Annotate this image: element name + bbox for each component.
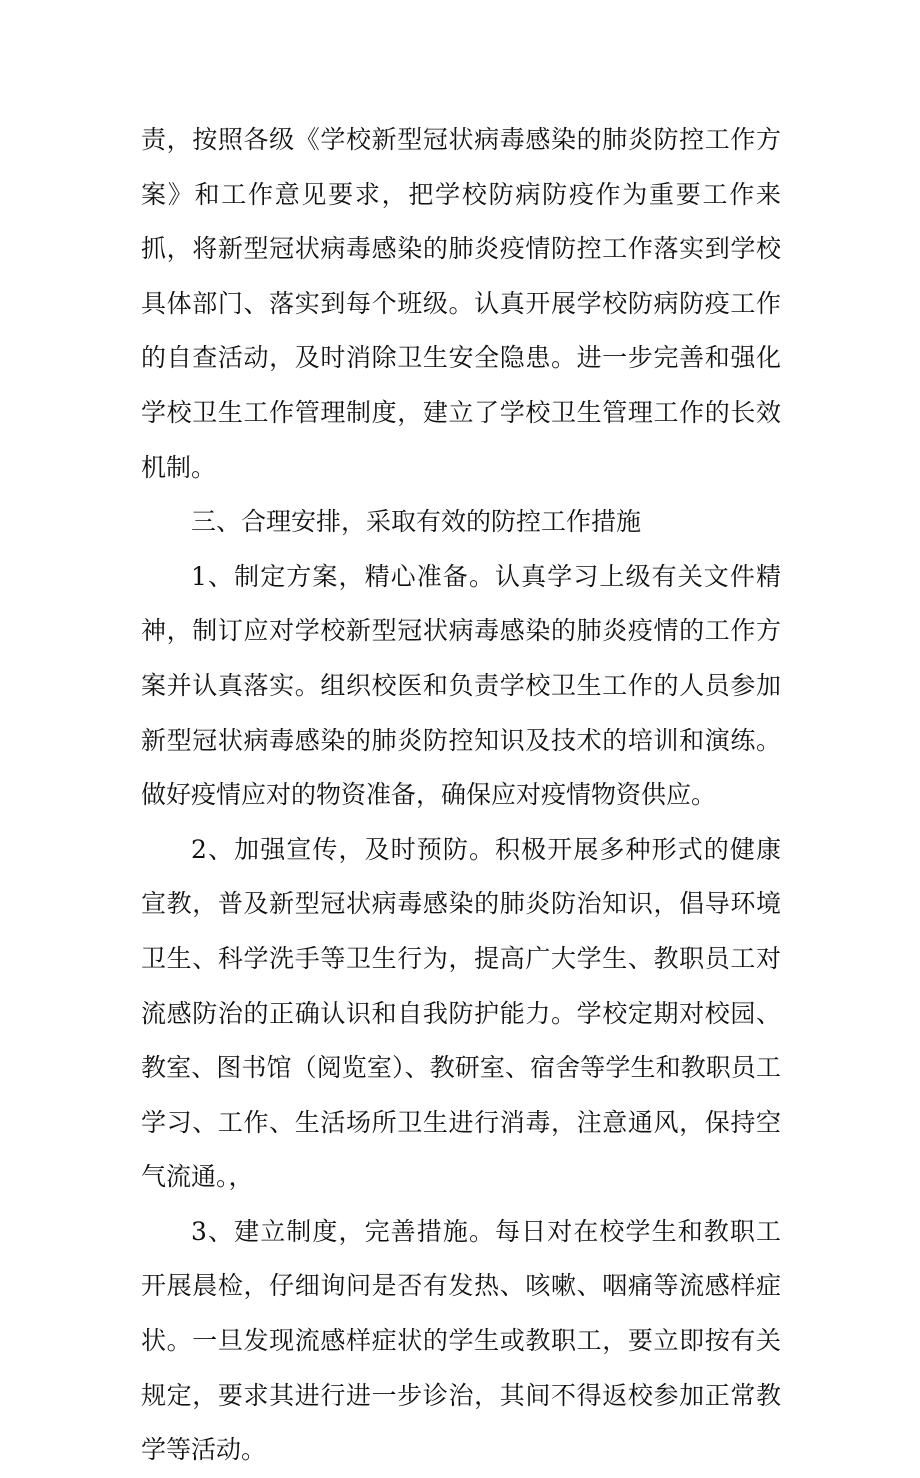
paragraph-item-3: 3、建立制度，完善措施。每日对在校学生和教职工开展晨检，仔细询问是否有发热、咳嗽、咽痛等流感样症状。一旦发现流感样症状的学生或教职工，要立即按有关规定，要求其进行进一步诊治，其间不得返校参加正常教学等活动。 — [141, 1216, 781, 1465]
document-body — [141, 113, 781, 1478]
section-heading-three: 三、合理安排，采取有效的防控工作措施 — [191, 507, 642, 537]
paragraph-item-2: 2、加强宣传，及时预防。积极开展多种形式的健康宣教，普及新型冠状病毒感染的肺炎防治知识，倡导环境卫生、科学洗手等卫生行为，提高广大学生、教职员工对流感防治的正确认识和自我防护能力。学校定期对校园、教室、图书馆（阅览室）、教研室、宿舍等学生和教职员工学习、工作、生活场所卫生进行消毒，注意通风，保持空气流通。， — [141, 834, 781, 1192]
paragraph-item-1: 1、制定方案，精心准备。认真学习上级有关文件精神，制订应对学校新型冠状病毒感染的肺炎疫情的工作方案并认真落实。组织校医和负责学校卫生工作的人员参加新型冠状病毒感染的肺炎防控知识及技术的培训和演练。做好疫情应对的物资准备，确保应对疫情物资供应。 — [141, 561, 781, 810]
paragraph-responsibility: 责，按照各级《学校新型冠状病毒感染的肺炎防控工作方案》和工作意见要求，把学校防病防疫作为重要工作来抓，将新型冠状病毒感染的肺炎疫情防控工作落实到学校具体部门、落实到每个班级。认真开展学校防病防疫工作的自查活动，及时消除卫生安全隐患。进一步完善和强化学校卫生工作管理制度，建立了学校卫生管理工作的长效机制。 — [141, 125, 781, 482]
